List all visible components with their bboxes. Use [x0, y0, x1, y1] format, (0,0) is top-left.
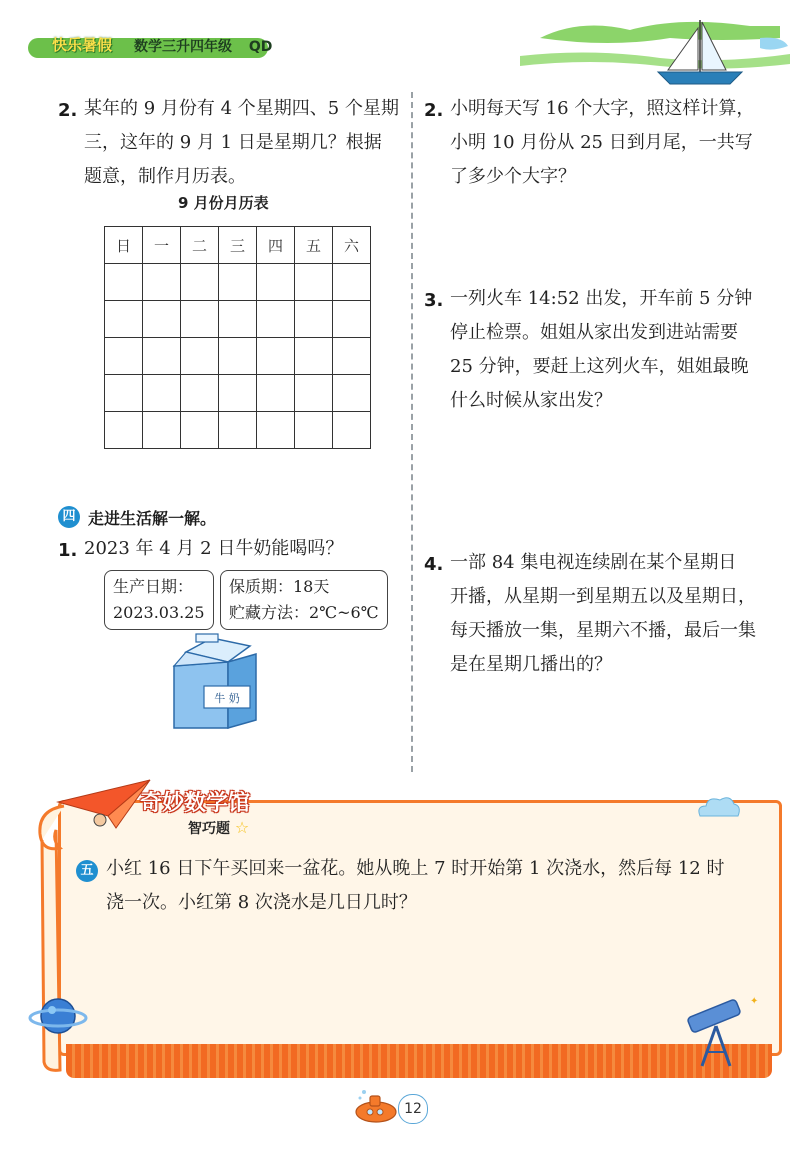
section4-title: 走进生活解一解。 — [88, 509, 217, 528]
section5-scroll-bottom — [66, 1044, 772, 1078]
cloud-icon — [694, 794, 744, 822]
calendar-row — [105, 264, 371, 301]
left-q2-number: 2. — [58, 100, 78, 121]
calendar-header-cell: 六 — [333, 227, 371, 264]
milk-carton-icon — [168, 632, 264, 732]
calendar-table — [104, 226, 371, 449]
calendar-cell[interactable] — [181, 338, 219, 375]
right-q3-number: 3. — [424, 290, 444, 311]
calendar-cell[interactable] — [105, 375, 143, 412]
submarine-icon — [352, 1086, 400, 1126]
right-q2-line: 小明每天写 16 个大字，照这样计算， — [450, 98, 755, 119]
right-q3-line: 一列火车 14:52 出发，开车前 5 分钟 — [450, 288, 753, 309]
right-q2-line: 小明 10 月份从 25 日到月尾，一共写 — [450, 132, 753, 153]
calendar-cell[interactable] — [295, 412, 333, 449]
left-q2-line: 题意，制作月历表。 — [84, 166, 246, 187]
right-q4-text — [450, 546, 786, 682]
calendar-cell[interactable] — [333, 301, 371, 338]
section5-line: 小红 16 日下午买回来一盆花。她从晚上 7 时开始第 1 次浇水，然后每 12 时 — [106, 858, 725, 879]
column-divider — [411, 92, 413, 772]
section5-text — [106, 852, 766, 920]
calendar-header-cell: 日 — [105, 227, 143, 264]
calendar-cell[interactable] — [257, 338, 295, 375]
right-q3-text — [450, 282, 786, 418]
calendar-header-cell: 二 — [181, 227, 219, 264]
telescope-icon — [680, 994, 760, 1070]
right-q2-text — [450, 92, 786, 194]
header-series: 快乐暑假 — [52, 36, 113, 54]
calendar-title: 9 月份月历表 — [178, 194, 269, 212]
calendar-row — [105, 412, 371, 449]
bubble-line: 生产日期： — [113, 577, 194, 596]
section4-q1-text: 2023 年 4 月 2 日牛奶能喝吗？ — [84, 538, 344, 559]
calendar-cell[interactable] — [257, 412, 295, 449]
calendar-cell[interactable] — [257, 375, 295, 412]
calendar-cell[interactable] — [219, 301, 257, 338]
calendar-cell[interactable] — [333, 412, 371, 449]
planet-icon — [28, 990, 88, 1042]
svg-text:✦: ✦ — [750, 996, 759, 1007]
calendar-cell[interactable] — [333, 264, 371, 301]
sailboat-illustration — [520, 8, 790, 88]
calendar-cell[interactable] — [219, 264, 257, 301]
calendar-cell[interactable] — [181, 412, 219, 449]
left-q2-line: 某年的 9 月份有 4 个星期四、5 个星期 — [84, 98, 399, 119]
section4-badge: 四 — [58, 506, 80, 528]
calendar-header-cell: 四 — [257, 227, 295, 264]
right-q3-line: 什么时候从家出发？ — [450, 390, 612, 411]
calendar-cell[interactable] — [105, 264, 143, 301]
calendar-cell[interactable] — [257, 264, 295, 301]
bubble-line: 贮藏方法：2℃~6℃ — [229, 603, 379, 622]
calendar-cell[interactable] — [181, 375, 219, 412]
paper-plane-icon — [54, 774, 154, 834]
right-q4-line: 开播，从星期一到星期五以及星期日， — [450, 586, 756, 607]
header-subject-text: 数学三升四年级 — [134, 39, 232, 55]
calendar-header-cell: 三 — [219, 227, 257, 264]
production-date-bubble — [104, 570, 214, 630]
calendar-cell[interactable] — [295, 375, 333, 412]
calendar-cell[interactable] — [295, 301, 333, 338]
calendar-cell[interactable] — [143, 412, 181, 449]
calendar-header-row — [105, 227, 371, 264]
left-q2-text — [84, 92, 404, 194]
calendar-cell[interactable] — [219, 338, 257, 375]
bubble-line: 2023.03.25 — [113, 603, 205, 622]
right-q2-number: 2. — [424, 100, 444, 121]
calendar-cell[interactable] — [219, 375, 257, 412]
right-q2-line: 了多少个大字？ — [450, 166, 576, 187]
banner-subtitle — [188, 818, 249, 838]
left-q2-line: 三，这年的 9 月 1 日是星期几？根据 — [84, 132, 382, 153]
bubble-line: 保质期：18天 — [229, 577, 330, 596]
calendar-header-cell: 五 — [295, 227, 333, 264]
header-subject — [134, 36, 272, 56]
banner-subtitle-text: 智巧题 — [188, 821, 230, 837]
calendar-header-cell: 一 — [143, 227, 181, 264]
banner-title: 奇妙数学馆 — [140, 791, 251, 816]
calendar-cell[interactable] — [143, 301, 181, 338]
right-q3-line: 25 分钟，要赶上这列火车，姐姐最晚 — [450, 356, 749, 377]
right-q4-line: 一部 84 集电视连续剧在某个星期日 — [450, 552, 737, 573]
calendar-cell[interactable] — [105, 301, 143, 338]
section5-badge: 五 — [76, 860, 98, 882]
calendar-cell[interactable] — [105, 338, 143, 375]
carton-label: 牛 奶 — [214, 692, 240, 705]
right-q3-line: 停止检票。姐姐从家出发到进站需要 — [450, 322, 738, 343]
header-edition: QD — [248, 39, 273, 55]
calendar-cell[interactable] — [143, 375, 181, 412]
calendar-cell[interactable] — [105, 412, 143, 449]
section4-q1-number: 1. — [58, 540, 78, 561]
calendar-cell[interactable] — [295, 338, 333, 375]
calendar-cell[interactable] — [257, 301, 295, 338]
page-number: 12 — [398, 1094, 428, 1124]
section5-panel — [58, 800, 782, 1056]
calendar-cell[interactable] — [333, 338, 371, 375]
star-icon: ☆ — [234, 818, 250, 837]
right-q4-number: 4. — [424, 554, 444, 575]
calendar-cell[interactable] — [181, 264, 219, 301]
shelf-life-bubble — [220, 570, 388, 630]
calendar-cell[interactable] — [181, 301, 219, 338]
calendar-cell[interactable] — [219, 412, 257, 449]
section5-line: 浇一次。小红第 8 次浇水是几日几时？ — [106, 892, 417, 913]
right-q4-line: 每天播放一集，星期六不播，最后一集 — [450, 620, 756, 641]
calendar-cell[interactable] — [295, 264, 333, 301]
calendar-row — [105, 338, 371, 375]
calendar-cell[interactable] — [143, 264, 181, 301]
calendar-row — [105, 375, 371, 412]
right-q4-line: 是在星期几播出的？ — [450, 654, 612, 675]
calendar-cell[interactable] — [333, 375, 371, 412]
calendar-cell[interactable] — [143, 338, 181, 375]
calendar-row — [105, 301, 371, 338]
